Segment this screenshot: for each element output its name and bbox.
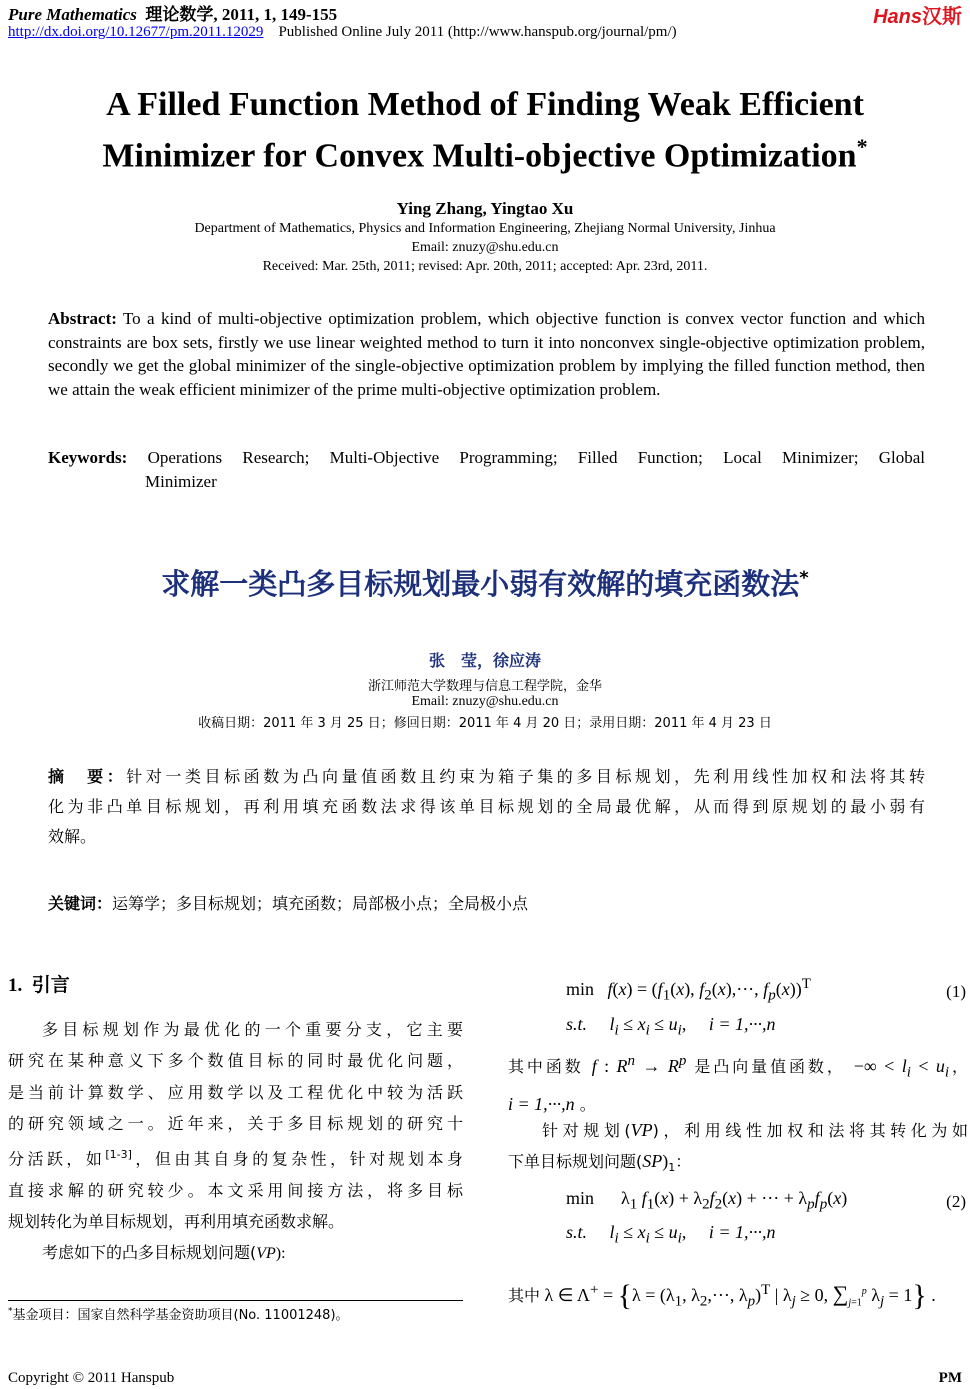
- text-span: 其中: [508, 1286, 541, 1305]
- title-footnote-mark: *: [856, 134, 868, 159]
- index-range: i = 1,···,n: [708, 1014, 776, 1034]
- doi-link[interactable]: http://dx.doi.org/10.12677/pm.2011.12029: [8, 24, 264, 40]
- published-info: Published Online July 2011 (http://www.hanspub.org/journal/pm/): [278, 24, 677, 40]
- cn-abstract: [48, 762, 925, 852]
- hanspub-logo: [873, 0, 962, 29]
- text-line: 的研究领域之一。近年来，关于多目标规划的研究十: [8, 1113, 463, 1133]
- constraint-2: s.t. $l_i \le x_i \le u_i$, i = 1,···,n: [566, 1222, 776, 1247]
- text-span: 其中函数: [508, 1057, 584, 1076]
- keywords-line-1: Operations Research; Multi-Objective Programming; Filled Function; Local Minimizer; Global: [147, 448, 925, 467]
- text-line: 研究在某种意义下多个数值目标的同时最优化问题，: [8, 1051, 463, 1071]
- section-number: 1.: [8, 975, 23, 996]
- footnote-text: 基金项目：国家自然科学基金资助项目(No. 11001248)。: [12, 1308, 349, 1323]
- journal-issue: , 2011, 1, 149-155: [213, 5, 338, 24]
- intro-paragraph: [8, 1014, 463, 1270]
- st-label: s.t.: [566, 1014, 588, 1034]
- text-span: 1: [668, 1161, 676, 1175]
- footnote: [8, 1304, 349, 1323]
- lambda-definition: 其中 λ ∈ $\Lambda^+ = \{\lambda = (\lambda_1$, $\lambda_2,\cdot\cdot\cdot$, $\lambda_p)^T$ | $\lambda_j \ge 0$, $\sum_{j=1}^p$ $\lambda_j = 1$} .: [508, 1279, 936, 1312]
- text-span: 针对规划(: [542, 1121, 631, 1140]
- paper-title: [0, 84, 970, 177]
- equation-number: (1): [946, 982, 966, 1001]
- received-dates: Received: Mar. 25th, 2011; revised: Apr. 20th, 2011; accepted: Apr. 23rd, 2011.: [262, 259, 708, 274]
- text-span: ，但由其自身的复杂性，针对规划本身: [131, 1149, 463, 1169]
- cn-title-mark: *: [799, 567, 809, 589]
- min-label: min: [566, 979, 595, 999]
- keywords: [48, 446, 925, 494]
- text-line: 多目标规划作为最优化的一个重要分支，它主要: [42, 1020, 463, 1039]
- footnote-rule: [8, 1300, 463, 1301]
- cn-abstract-label: 摘 要：: [48, 767, 127, 786]
- text-line: 直接求解的研究较少。本文采用间接方法，将多目标: [8, 1180, 463, 1200]
- affiliation: Department of Mathematics, Physics and Information Engineering, Zhejiang Normal University, Jinhua: [194, 221, 776, 236]
- email: Email: znuzy@shu.edu.cn: [411, 240, 559, 255]
- section-title: 引言: [31, 974, 70, 996]
- cn-keywords-text: 运筹学；多目标规划；填充函数；局部极小点；全局极小点: [112, 894, 529, 913]
- keywords-line-2: Minimizer: [145, 472, 217, 491]
- cn-title-text: 求解一类凸多目标规划最小弱有效解的填充函数法: [161, 567, 800, 601]
- text-span: 是凸向量值函数，: [694, 1057, 846, 1076]
- journal-header: [8, 0, 337, 25]
- keywords-label: Keywords:: [48, 448, 128, 467]
- min-label: min: [566, 1188, 595, 1208]
- equation-1: min $f(x) = (f_1(x)$, $f_2(x),\cdot\cdot\cdot$, $f_p(x))^T$: [566, 976, 811, 1004]
- section-heading: [8, 970, 70, 997]
- footnote-mark: *: [8, 1306, 13, 1317]
- cn-abstract-line: 化为非凸单目标规划，再利用填充函数法求得该单目标规划的全局最优解，从而得到原规划的最小弱有: [48, 797, 925, 816]
- text-span: 分活跃，如: [8, 1149, 106, 1169]
- text-span: ):: [275, 1245, 286, 1263]
- abstract-label: Abstract:: [48, 309, 117, 328]
- copyright: Copyright © 2011 Hanspub: [8, 1370, 175, 1386]
- journal-name-cn: 理论数学: [145, 5, 214, 25]
- cn-keywords: [48, 889, 925, 919]
- text-span: VP: [630, 1120, 653, 1140]
- text-function-def: 其中函数 f : $R^n \to R^p$ 是凸向量值函数， −∞ < $l_i < u_i$， i = 1,···,n 。: [508, 1053, 968, 1114]
- cn-abstract-line: 针对一类目标函数为凸向量值函数且约束为箱子集的多目标规划，先利用线性加权和法将其转: [126, 767, 925, 786]
- constraint-1: s.t. $l_i \le x_i \le u_i$, i = 1,···,n: [566, 1014, 776, 1039]
- text-span: VP: [256, 1245, 276, 1263]
- title-line-2: Minimizer for Convex Multi-objective Optimization: [102, 137, 857, 175]
- cn-authors: 张 莹，徐应涛: [428, 651, 541, 670]
- cn-keywords-label: 关键词：: [48, 894, 113, 913]
- text-line: 规划转化为单目标规划，再利用填充函数求解。: [8, 1212, 345, 1232]
- cn-title: [0, 562, 970, 603]
- abstract: [48, 307, 925, 401]
- journal-name: Pure Mathematics: [8, 5, 137, 24]
- text-line: 是当前计算数学、应用数学以及工程优化中较为活跃: [8, 1082, 463, 1102]
- text-span: 考虑如下的凸多目标规划问题(: [42, 1243, 257, 1263]
- text-span: 下单目标规划问题(: [508, 1152, 643, 1172]
- title-line-1: A Filled Function Method of Finding Weak Efficient: [106, 86, 864, 123]
- equation-2: min $\lambda_1$ $f_1(x) + \lambda_2f_2(x)$ + ··· + $\lambda_pf_p(x)$: [566, 1188, 848, 1213]
- text-line: [8, 1237, 463, 1269]
- text-span: ): [662, 1151, 669, 1172]
- text-vp-conversion: [508, 1115, 968, 1184]
- cn-email: Email: znuzy@shu.edu.cn: [411, 694, 559, 709]
- equation-number: (2): [946, 1192, 966, 1211]
- authors: Ying Zhang, Yingtao Xu: [396, 199, 574, 218]
- text-span: SP: [642, 1151, 663, 1172]
- cn-abstract-line: 效解。: [48, 827, 97, 846]
- logo-cn: 汉斯: [922, 4, 962, 28]
- index-range: i = 1,···,n: [708, 1222, 776, 1242]
- cn-affiliation: 浙江师范大学数理与信息工程学院，金华: [367, 679, 602, 694]
- text-span: ：: [675, 1152, 692, 1172]
- st-label: s.t.: [566, 1222, 588, 1242]
- text-span: )，利用线性加权和法将其转化为如: [652, 1121, 968, 1140]
- text-line: [8, 1139, 463, 1175]
- doi-line: [8, 24, 677, 41]
- logo-en: Hans: [873, 6, 922, 28]
- cn-dates: 收稿日期：2011 年 3 月 25 日；修回日期：2011 年 4 月 20 日；录用日期：2011 年 4 月 23 日: [198, 716, 772, 731]
- journal-abbr: PM: [938, 1370, 962, 1386]
- index-range: i = 1,···,n: [508, 1093, 575, 1114]
- abstract-text: To a kind of multi-objective optimization problem, which objective function is convex vector function and which constraints are box sets, firstly we use linear weighted method to turn it into nonconvex single-objective optimization problem, secondly we get the global minimizer of the single-objective optimization problem by implying the filled function method, then we attain the weak efficient minimizer of the prime multi-objective optimization problem.: [48, 309, 925, 399]
- citation[interactable]: [1-3]: [105, 1148, 132, 1162]
